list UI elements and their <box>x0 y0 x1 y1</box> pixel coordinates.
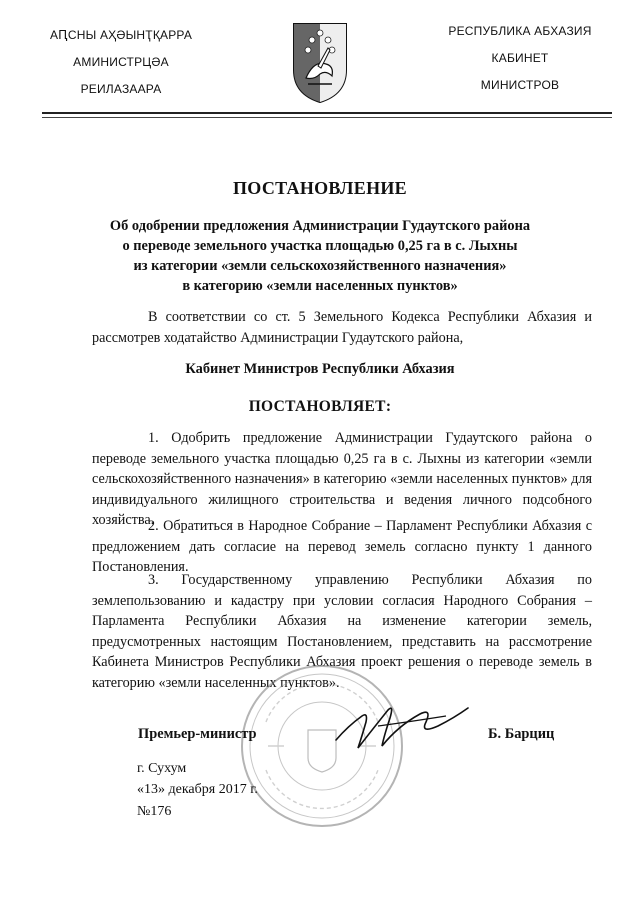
document-date: «13» декабря 2017 г. <box>137 782 258 797</box>
header-divider-thick <box>42 112 612 114</box>
header-left-line-2: АМИНИСТРЦӘА <box>73 55 169 69</box>
resolution-item-1: 1. Одобрить предложение Администрации Гудаутского района о переводе земельного участка площадью 0,25 га в с. Лыхны из категории «земли сельскохозяйственного назначения» в категорию «земли населенных пунктов» для индивидуального жилищного строительства и ведения личного подсобного хозяйства. <box>92 430 592 528</box>
state-emblem-icon <box>288 18 352 106</box>
subject-line-3: из категории «земли сельскохозяйственного назначения» <box>133 258 507 274</box>
signatory-position: Премьер-министр <box>138 726 257 742</box>
header-right <box>440 24 600 105</box>
document-subject <box>100 216 540 296</box>
signatory-name: Б. Барциц <box>488 726 555 742</box>
header-left-line-3: РЕИЛАЗААРА <box>80 82 162 96</box>
document-title: ПОСТАНОВЛЕНИЕ <box>233 178 407 198</box>
subject-line-2: о переводе земельного участка площадью 0,25 га в с. Лыхны <box>122 238 518 254</box>
header-left <box>46 28 196 109</box>
document-city: г. Сухум <box>137 761 187 776</box>
header-right-line-2: КАБИНЕТ <box>491 51 549 65</box>
subject-line-1: Об одобрении предложения Администрации Гудаутского района <box>109 218 531 234</box>
handwritten-signature-icon <box>328 696 478 756</box>
resolution-item-2: 2. Обратиться в Народное Собрание – Парламент Республики Абхазия с предложением дать согласие на перевод земель согласно пункту 1 данного Постановления. <box>92 518 592 575</box>
header-left-line-1: АԤСНЫ АҲӘЫНҬҚАРРА <box>49 28 193 42</box>
header-divider-thin <box>42 117 612 118</box>
header-right-line-3: МИНИСТРОВ <box>480 78 560 92</box>
intro-paragraph: В соответствии со ст. 5 Земельного Кодекса Республики Абхазия и рассмотрев ходатайство Администрации Гудаутского района, <box>92 309 592 346</box>
document-number: №176 <box>137 804 172 819</box>
subject-line-4: в категорию «земли населенных пунктов» <box>182 278 458 294</box>
resolves-heading: ПОСТАНОВЛЯЕТ: <box>248 398 392 415</box>
resolution-item-3: 3. Государственному управлению Республики Абхазия по землепользованию и кадастру при условии согласия Народного Собрания – Парламента Республики Абхазия на изменение категории земель, предусмотренных настоящим Постановлением, представить на рассмотрение Кабинета Министров Республики Абхазия проект решения о переводе земель в категорию «земли населенных пунктов». <box>92 572 592 691</box>
authority-line: Кабинет Министров Республики Абхазия <box>185 361 455 377</box>
header-right-line-1: РЕСПУБЛИКА АБХАЗИЯ <box>448 24 592 38</box>
